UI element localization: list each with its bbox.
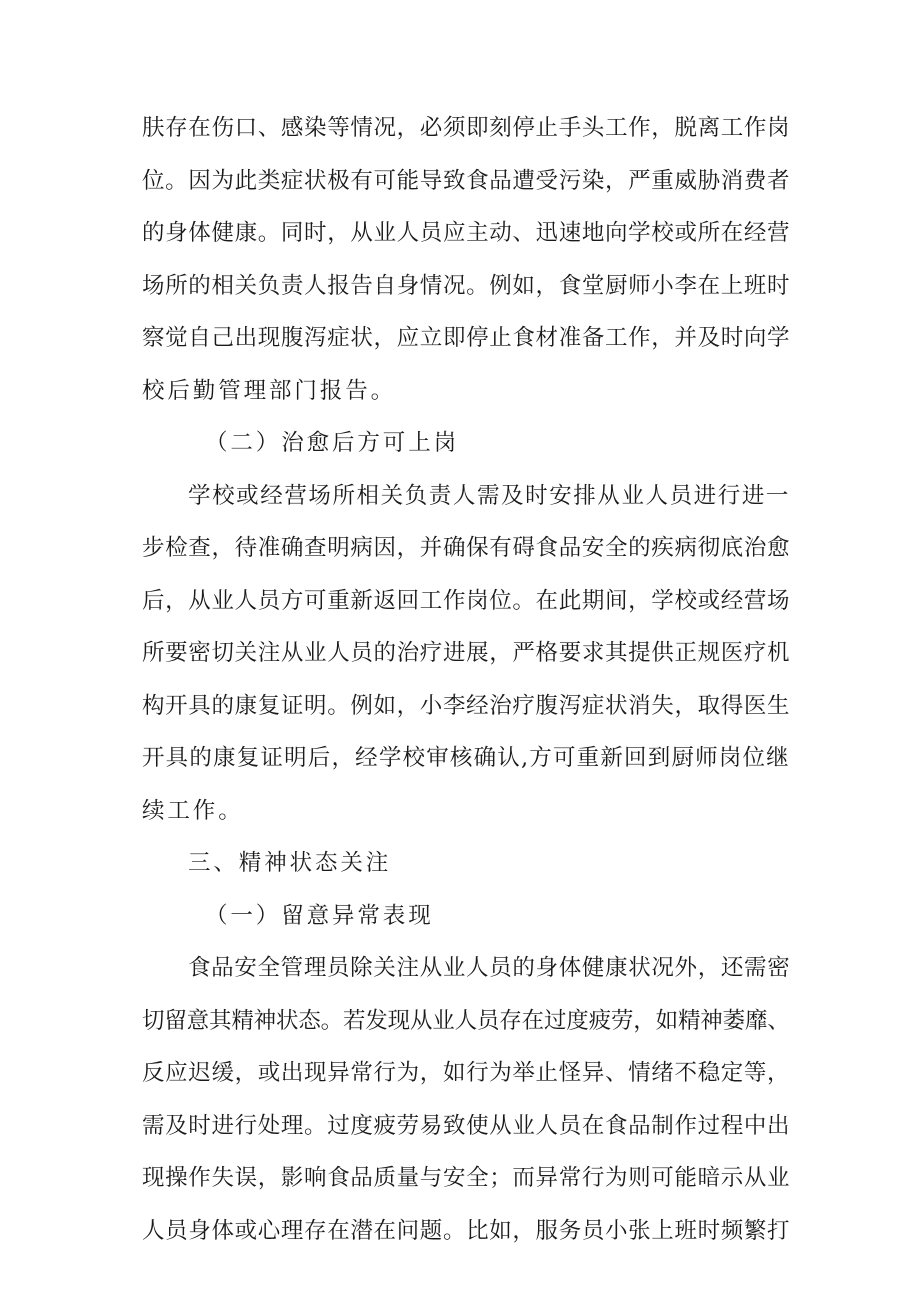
paragraph-line: 校后勤管理部门报告。 [142, 378, 397, 404]
section-heading: （一）留意异常表现 [205, 903, 434, 929]
paragraph-line: 察觉自己出现腹泻症状，应立即停止食材准备工作，并及时向学 [142, 325, 791, 351]
paragraph-line: 续工作。 [142, 798, 244, 824]
paragraph-line: 步检查，待准确查明病因，并确保有碍食品安全的疾病彻底治愈 [142, 535, 791, 561]
paragraph-line: 后，从业人员方可重新返回工作岗位。在此期间，学校或经营场 [142, 588, 791, 614]
paragraph-line: 学校或经营场所相关负责人需及时安排从业人员进行进一 [188, 483, 791, 509]
paragraph-line: 需及时进行处理。过度疲劳易致使从业人员在食品制作过程中出 [142, 1113, 791, 1139]
paragraph-line: 位。因为此类症状极有可能导致食品遭受污染，严重威胁消费者 [142, 168, 791, 194]
section-heading: （二）治愈后方可上岗 [205, 430, 460, 456]
paragraph-line: 所要密切关注从业人员的治疗进展，严格要求其提供正规医疗机 [142, 640, 791, 666]
paragraph-line: 食品安全管理员除关注从业人员的身体健康状况外，还需密 [188, 955, 791, 981]
paragraph-line: 构开具的康复证明。例如，小李经治疗腹泻症状消失，取得医生 [142, 693, 791, 719]
paragraph-line: 现操作失误，影响食品质量与安全；而异常行为则可能暗示从业 [142, 1165, 791, 1191]
paragraph-line: 的身体健康。同时，从业人员应主动、迅速地向学校或所在经营 [142, 220, 791, 246]
paragraph-line: 人员身体或心理存在潜在问题。比如，服务员小张上班时频繁打 [142, 1218, 791, 1244]
paragraph-line: 反应迟缓，或出现异常行为，如行为举止怪异、情绪不稳定等， [142, 1060, 791, 1086]
paragraph-line: 开具的康复证明后，经学校审核确认,方可重新回到厨师岗位继 [142, 745, 790, 771]
paragraph-line: 肤存在伤口、感染等情况，必须即刻停止手头工作，脱离工作岗 [142, 115, 791, 141]
chapter-heading: 三、精神状态关注 [188, 850, 392, 876]
paragraph-line: 切留意其精神状态。若发现从业人员存在过度疲劳，如精神萎靡、 [142, 1008, 790, 1034]
paragraph-line: 场所的相关负责人报告自身情况。例如，食堂厨师小李在上班时 [142, 273, 791, 299]
